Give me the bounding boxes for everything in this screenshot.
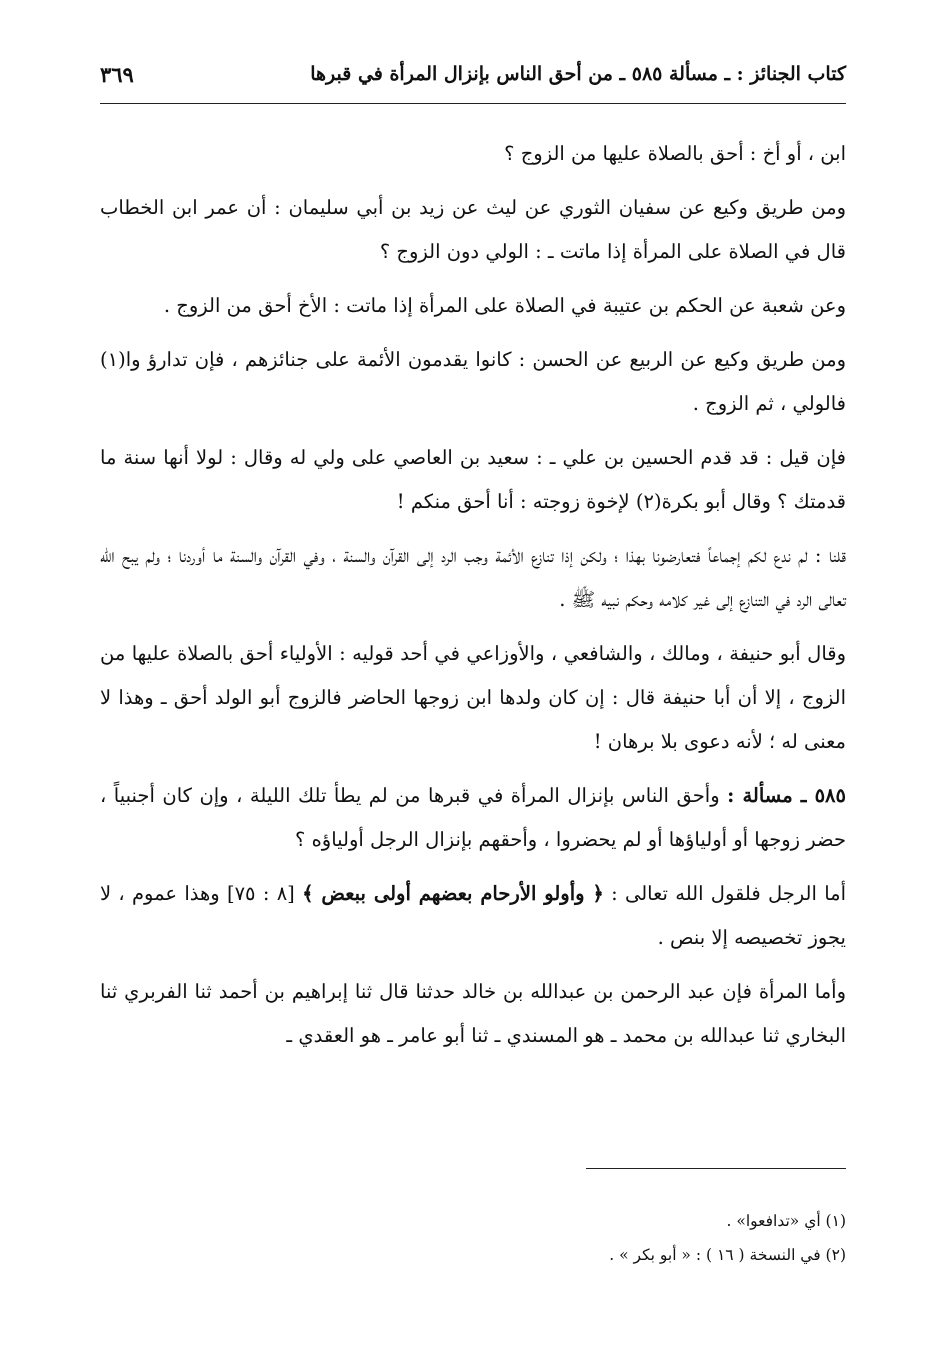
paragraph: وعن شعبة عن الحكم بن عتيبة في الصلاة على المرأة إذا ماتت : الأخ أحق من الزوج . <box>163 294 846 317</box>
issue-paragraph: ٥٨٥ ـ مسألة : وأحق الناس بإنزال المرأة في قبرها من لم يطأ تلك الليلة ، وإن كان أجنبياً ، حضر زوجها أو أولياؤها أو لم يحضروا ، وأحقهم بإنزال الرجل أولياؤه ؟ <box>100 784 846 851</box>
paragraph: ومن طريق وكيع عن الربيع عن الحسن : كانوا يقدمون الأئمة على جنائزهم ، فإن تدارؤ وا(١) فالولي ، ثم الزوج . <box>100 348 846 415</box>
paragraph: فإن قيل : قد قدم الحسين بن علي ـ : سعيد بن العاصي على ولي له وقال : لولا أنها سنة ما قدمتك ؟ وقال أبو بكرة(٢) لإخوة زوجته : أنا أحق منكم ! <box>100 446 846 513</box>
footnote-rule <box>586 1168 846 1169</box>
body-text <box>100 132 846 1068</box>
footnote: (٢) في النسخة ( ١٦ ) : « أبو بكر » . <box>609 1246 846 1264</box>
footnote: (١) أي «تدافعوا» . <box>726 1212 846 1230</box>
paragraph: وقال أبو حنيفة ، ومالك ، والشافعي ، والأوزاعي في أحد قوليه : الأولياء أحق بالصلاة عليها من الزوج ، إلا أن أبا حنيفة قال : إن كان ولدها ابن زوجها الحاضر فالزوج أبو الولد أحق ـ وهذا لا معنى له ؛ لأنه دعوى بلا برهان ! <box>100 642 846 753</box>
paragraph: قلنا : لم ندع لكم إجماعاً فتعارضونا بهذا ؛ ولكن إذا تنازع الأئمة وجب الرد إلى القرآن والسنة ، وفي القرآن والسنة ما أوردنا ؛ ولم يبح الله تعالى الرد في التنازع إلى غير كلامه وحكم نبيه ﷺ . <box>100 544 847 611</box>
page-header <box>100 52 846 96</box>
running-title: كتاب الجنائز : ـ مسألة ٥٨٥ ـ من أحق الناس بإنزال المرأة في قبرها <box>310 63 846 85</box>
issue-number: ٥٨٥ ـ مسألة : <box>727 784 846 807</box>
paragraph: أما الرجل فلقول الله تعالى : ﴿ وأولو الأرحام بعضهم أولى ببعض ﴾ [٨ : ٧٥] وهذا عموم ، لا يجوز تخصيصه إلا بنص . <box>100 882 846 949</box>
quran-verse: ﴿ وأولو الأرحام بعضهم أولى ببعض ﴾ <box>302 882 604 905</box>
footnotes <box>100 1204 846 1272</box>
paragraph: ابن ، أو أخ : أحق بالصلاة عليها من الزوج ؟ <box>504 142 846 165</box>
page-number: ٣٦٩ <box>100 61 134 87</box>
paragraph: ومن طريق وكيع عن سفيان الثوري عن ليث عن زيد بن أبي سليمان : أن عمر ابن الخطاب قال في الصلاة على المرأة إذا ماتت ـ : الولي دون الزوج ؟ <box>100 196 846 263</box>
header-rule <box>100 103 846 104</box>
paragraph: وأما المرأة فإن عبد الرحمن بن عبدالله بن خالد حدثنا قال ثنا إبراهيم بن أحمد ثنا الفربري ثنا البخاري ثنا عبدالله بن محمد ـ هو المسندي ـ ثنا أبو عامر ـ هو العقدي ـ <box>100 980 846 1047</box>
